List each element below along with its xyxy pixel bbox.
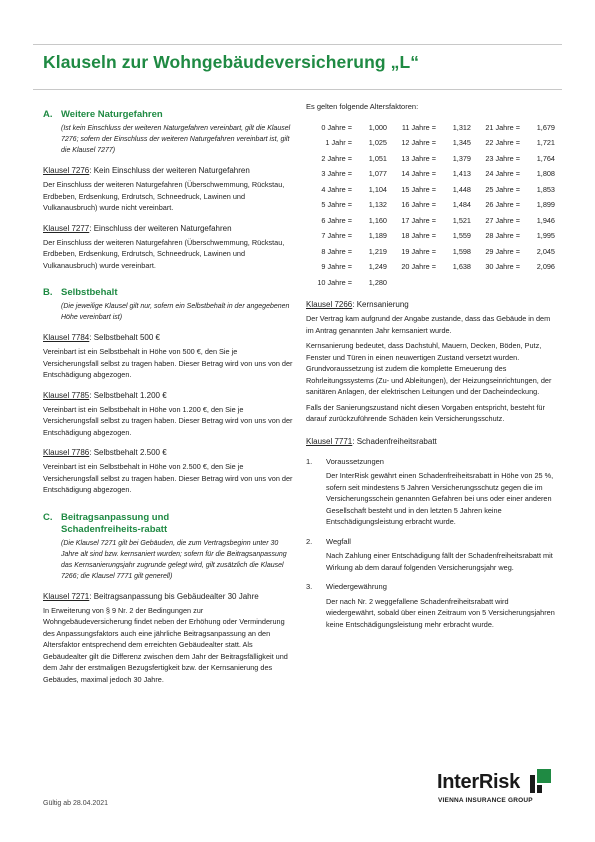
clause-7277-heading [43, 223, 293, 235]
table-row [306, 197, 558, 213]
table-cell [306, 120, 390, 136]
clause-7276-label: Klausel 7276 [43, 166, 90, 175]
table-cell [306, 259, 390, 275]
age-label: 7 Jahre = [321, 231, 352, 240]
table-cell [390, 228, 474, 244]
logo-subtitle: VIENNA INSURANCE GROUP [438, 797, 533, 804]
page-title: Klauseln zur Wohngebäudeversicherung „L“ [43, 52, 420, 72]
age-label: 27 Jahre = [485, 215, 520, 225]
factor-value: 1,995 [536, 231, 555, 240]
clause-7271-label: Klausel 7271 [43, 591, 90, 601]
clause-7784-label: Klausel 7784 [43, 333, 90, 342]
list-item [306, 536, 558, 548]
clause-7271-heading [43, 591, 293, 603]
clause-7277-body: Der Einschluss der weiteren Naturgefahren (Überschwemmung, Rückstau, Erdbeben, Erdsenkung, Erdrutsch, Schneedruck, Lawinen und Vulkanausbruch) wurde vereinbart. [43, 237, 285, 270]
table-cell [474, 166, 558, 182]
table-row [306, 213, 558, 229]
factor-value: 1,104 [368, 184, 387, 194]
factor-value: 1,280 [368, 277, 387, 287]
table-cell [306, 166, 390, 182]
clause-7784-heading [43, 332, 293, 344]
section-a-title: Weitere Naturgefahren [61, 109, 163, 120]
section-c-note: (Die Klausel 7271 gilt bei Gebäuden, die zum Vertragsbeginn unter 30 Jahre alt sind bzw. kernsaniert wurden; sofern für die Beitragsanpassung das Kernsanierungsjahr zugrunde gelegt wird, gilt zusätzlich die Klausel 7266; die Klausel 7771 gilt generell) [61, 539, 287, 580]
clause-7771-heading [306, 436, 558, 448]
table-cell [390, 120, 474, 136]
clause-7277-title: : Einschluss der weiteren Naturgefahren [89, 223, 232, 233]
clause-7786-title: : Selbstbehalt 2.500 € [89, 448, 167, 457]
clause-7271-body: In Erweiterung von § 9 Nr. 2 der Bedingungen zur Wohngebäudeversicherung findet neben der Erhöhung oder Verminderung des Anpassungsfaktors auch eine jährliche Beitragsanpassung an den Altersfaktor entsprechend dem erreichten Gebäudealter statt. Als Gebäudealter gilt die Differenz zwischen dem Jahr der Beitragsfälligkeit und dem Jahr der erstmaligen Bezugsfertigkeit bzw. der Kernsanierung des Gebäudes, maximal jedoch 30 Jahre. [43, 605, 288, 684]
table-cell [306, 244, 390, 260]
table-cell [474, 182, 558, 198]
factor-value: 2,045 [536, 246, 555, 256]
interrisk-logo [437, 765, 557, 811]
clause-7771-title: : Schadenfreiheitsrabatt [352, 436, 437, 446]
age-label: 14 Jahre = [401, 169, 436, 178]
age-label: 23 Jahre = [485, 153, 520, 163]
table-cell [474, 120, 558, 136]
logo-mark-icon [530, 769, 552, 793]
factor-value: 1,051 [368, 153, 387, 163]
table-cell [306, 197, 390, 213]
age-label: 29 Jahre = [485, 246, 520, 256]
factor-value: 1,413 [452, 169, 471, 178]
factor-value: 1,679 [536, 122, 555, 132]
factor-value: 1,899 [536, 200, 555, 209]
factor-value: 1,219 [368, 246, 387, 256]
table-cell [474, 197, 558, 213]
table-cell [474, 244, 558, 260]
age-label: 18 Jahre = [401, 231, 436, 240]
list-item-title: Voraussetzungen [326, 456, 384, 466]
age-label: 12 Jahre = [401, 138, 436, 147]
table-cell [306, 135, 390, 151]
clause-7271-title: : Beitragsanpassung bis Gebäudealter 30 Jahre [89, 591, 259, 601]
table-row [306, 275, 558, 291]
age-label: 26 Jahre = [485, 200, 520, 209]
age-label: 13 Jahre = [401, 153, 436, 163]
age-label: 17 Jahre = [401, 215, 436, 225]
age-label: 16 Jahre = [401, 200, 436, 209]
table-cell [306, 228, 390, 244]
factor-value: 1,853 [536, 184, 555, 194]
age-label: 5 Jahre = [321, 200, 352, 209]
table-row [306, 135, 558, 151]
factor-value: 1,484 [452, 200, 471, 209]
clause-7276-title: : Kein Einschluss der weiteren Naturgefahren [89, 166, 250, 175]
age-label: 3 Jahre = [321, 169, 352, 178]
age-label: 8 Jahre = [321, 246, 352, 256]
section-c-title: Beitragsanpassung und Schadenfreiheits-rabatt [61, 511, 170, 535]
age-label: 24 Jahre = [485, 169, 520, 178]
table-cell [390, 182, 474, 198]
list-item-number: 2. [306, 536, 313, 546]
factor-value: 1,077 [368, 169, 387, 178]
section-b-note: (Die jeweilige Klausel gilt nur, sofern ein Selbstbehalt in der angegebenen Höhe vereinbart ist) [61, 303, 290, 321]
table-cell [306, 275, 391, 291]
clause-7785-label: Klausel 7785 [43, 390, 90, 400]
clause-7266-heading [306, 299, 558, 311]
table-cell [474, 135, 558, 151]
factor-value: 1,189 [368, 231, 387, 240]
age-label: 10 Jahre = [317, 277, 352, 287]
table-cell [474, 213, 558, 229]
logo-wordmark: InterRisk [437, 771, 520, 793]
clause-7784-body: Vereinbart ist ein Selbstbehalt in Höhe von 500 €, den Sie je Versicherungsfall selbst zu tragen haben. Dieser Betrag wird von uns von der Entschädigung abgezogen. [43, 347, 293, 379]
factor-value: 1,721 [536, 138, 555, 147]
factor-value: 1,249 [368, 262, 387, 271]
list-item-body: Der nach Nr. 2 weggefallene Schadenfreiheitsrabatt wird wiedergewährt, sobald über einen Zeitraum von 5 Versicherungsjahren keine Entschädigungsleistung mehr erbracht wurde. [326, 596, 555, 629]
top-divider [33, 44, 562, 45]
clause-7771-label: Klausel 7771 [306, 436, 353, 446]
clause-7276-body: Der Einschluss der weiteren Naturgefahren (Überschwemmung, Rückstau, Erdbeben, Erdsenkung, Erdrutsch, Schneedruck, Lawinen und Vulkanausbruch) wurde nicht vereinbart. [43, 180, 285, 212]
clause-7266-label: Klausel 7266 [306, 300, 353, 309]
table-cell [390, 259, 474, 275]
table-row [306, 259, 558, 275]
list-item-body: Nach Zahlung einer Entschädigung fällt der Schadenfreiheitsrabatt mit Wirkung ab dem darauf folgenden Versicherungsjahr weg. [326, 551, 553, 572]
section-c-number: C. [43, 511, 53, 523]
table-cell [390, 197, 474, 213]
left-column [43, 109, 293, 685]
table-row [306, 151, 558, 167]
clause-7785-heading [43, 390, 293, 402]
right-column [306, 101, 558, 630]
factor-value: 1,025 [368, 138, 387, 147]
age-label: 19 Jahre = [401, 246, 436, 256]
table-cell [306, 182, 390, 198]
factor-value: 1,638 [452, 262, 471, 271]
table-cell [390, 244, 474, 260]
clause-7266-paragraph-2: Kernsanierung bedeutet, dass Dachstuhl, Mauern, Decken, Böden, Putz, Fenster und Türen in einen neuwertigen Zustand versetzt wurden. Grundvoraussetzung ist zudem die komplette Erneuerung des Rohrleitungssystems (Zu- und Ableitungen), der Heizungseinrichtungen, der sanitären Anlagen, der elektrischen Leitungen und der Dacheindeckung. [306, 341, 552, 396]
table-row [306, 228, 558, 244]
clause-7785-title: : Selbstbehalt 1.200 € [89, 390, 167, 400]
factor-value: 1,132 [368, 200, 387, 209]
age-label: 4 Jahre = [321, 184, 352, 194]
age-label: 6 Jahre = [321, 215, 352, 225]
table-row [306, 166, 558, 182]
list-item-number: 1. [306, 456, 313, 466]
section-c-heading [43, 512, 293, 536]
factor-value: 1,000 [368, 122, 387, 132]
section-a-heading [43, 109, 293, 121]
table-cell [390, 166, 474, 182]
clause-7784-title: : Selbstbehalt 500 € [89, 333, 160, 342]
table-cell [306, 151, 390, 167]
clause-7786-heading [43, 447, 293, 459]
factor-value: 1,764 [536, 153, 555, 163]
table-cell [390, 135, 474, 151]
factor-value: 2,096 [536, 262, 555, 271]
factor-value: 1,559 [452, 231, 471, 240]
age-label: 9 Jahre = [321, 262, 352, 271]
section-a-note: (Ist kein Einschluss der weiteren Naturgefahren vereinbart, gilt die Klausel 7276; sofern der Einschluss der weiteren Naturgefahren vereinbart ist, gilt die Klausel 7277) [61, 125, 291, 154]
factor-value: 1,160 [368, 215, 387, 225]
clause-7277-label: Klausel 7277 [43, 223, 90, 233]
age-label: 21 Jahre = [485, 122, 520, 132]
section-b-title: Selbstbehalt [61, 287, 118, 298]
clause-7266-paragraph-3: Falls der Sanierungszustand nicht diesen Vorgaben entspricht, besteht für darauf zurückzuführende Schäden kein Versicherungsschutz. [306, 402, 545, 423]
validity-code: Gültig ab 28.04.2021 [43, 800, 108, 807]
clause-7266-title: : Kernsanierung [352, 300, 409, 309]
table-cell [474, 259, 558, 275]
table-cell [474, 228, 558, 244]
title-divider [33, 89, 562, 90]
section-b-number: B. [43, 287, 53, 298]
factor-value: 1,521 [452, 215, 471, 225]
age-label: 30 Jahre = [485, 262, 520, 271]
age-label: 25 Jahre = [485, 184, 520, 194]
factor-value: 1,448 [452, 184, 471, 194]
table-row [306, 120, 558, 136]
factor-value: 1,312 [452, 122, 471, 132]
list-item-number: 3. [306, 582, 313, 591]
factor-value: 1,808 [536, 169, 555, 178]
age-label: 28 Jahre = [485, 231, 520, 240]
table-cell [474, 151, 558, 167]
age-label: 15 Jahre = [401, 184, 436, 194]
clause-7786-label: Klausel 7786 [43, 448, 90, 457]
table-row [306, 182, 558, 198]
section-b-heading [43, 287, 293, 299]
table-row [306, 244, 558, 260]
age-label: 0 Jahre = [321, 122, 352, 132]
factor-value: 1,946 [536, 215, 555, 225]
age-label: 20 Jahre = [401, 262, 436, 271]
clause-7266-paragraph-1: Der Vertrag kam aufgrund der Angabe zustande, dass das Gebäude in dem im Antrag genannten Jahr kernsaniert wurde. [306, 314, 551, 335]
age-label: 2 Jahre = [321, 153, 352, 163]
age-factor-table [306, 120, 558, 291]
age-label: 1 Jahr = [325, 138, 352, 147]
list-item [306, 581, 558, 593]
list-item [306, 456, 558, 468]
table-cell [390, 213, 474, 229]
clause-7786-body: Vereinbart ist ein Selbstbehalt in Höhe von 2.500 €, den Sie je Versicherungsfall selbst zu tragen haben. Dieser Betrag wird von uns von der Entschädigung abgezogen. [43, 462, 293, 494]
clause-7276-heading [43, 165, 293, 177]
age-label: 22 Jahre = [485, 138, 520, 147]
age-label: 11 Jahre = [401, 122, 436, 132]
factor-value: 1,379 [452, 153, 471, 163]
table-cell [306, 213, 390, 229]
factor-value: 1,345 [452, 138, 471, 147]
list-item-title: Wegfall [326, 536, 351, 546]
list-item-title: Wiedergewährung [326, 582, 387, 591]
list-item-body: Der InterRisk gewährt einen Schadenfreiheitsrabatt in Höhe von 25 %, sofern seit mindestens 5 Jahren Versicherungsschutz gegen die im Versicherungsschein genannten Gefahren bei uns oder einer anderen Gesellschaft besteht und in den letzten 5 Jahren keine Entschädigungsleistung erbracht wurde. [326, 471, 554, 526]
section-a-number: A. [43, 109, 53, 120]
table-cell [390, 151, 474, 167]
age-factor-intro: Es gelten folgende Altersfaktoren: [306, 102, 419, 111]
clause-7785-body: Vereinbart ist ein Selbstbehalt in Höhe von 1.200 €, den Sie je Versicherungsfall selbst zu tragen haben. Dieser Betrag wird von uns von der Entschädigung abgezogen. [43, 404, 293, 437]
factor-value: 1,598 [452, 246, 471, 256]
